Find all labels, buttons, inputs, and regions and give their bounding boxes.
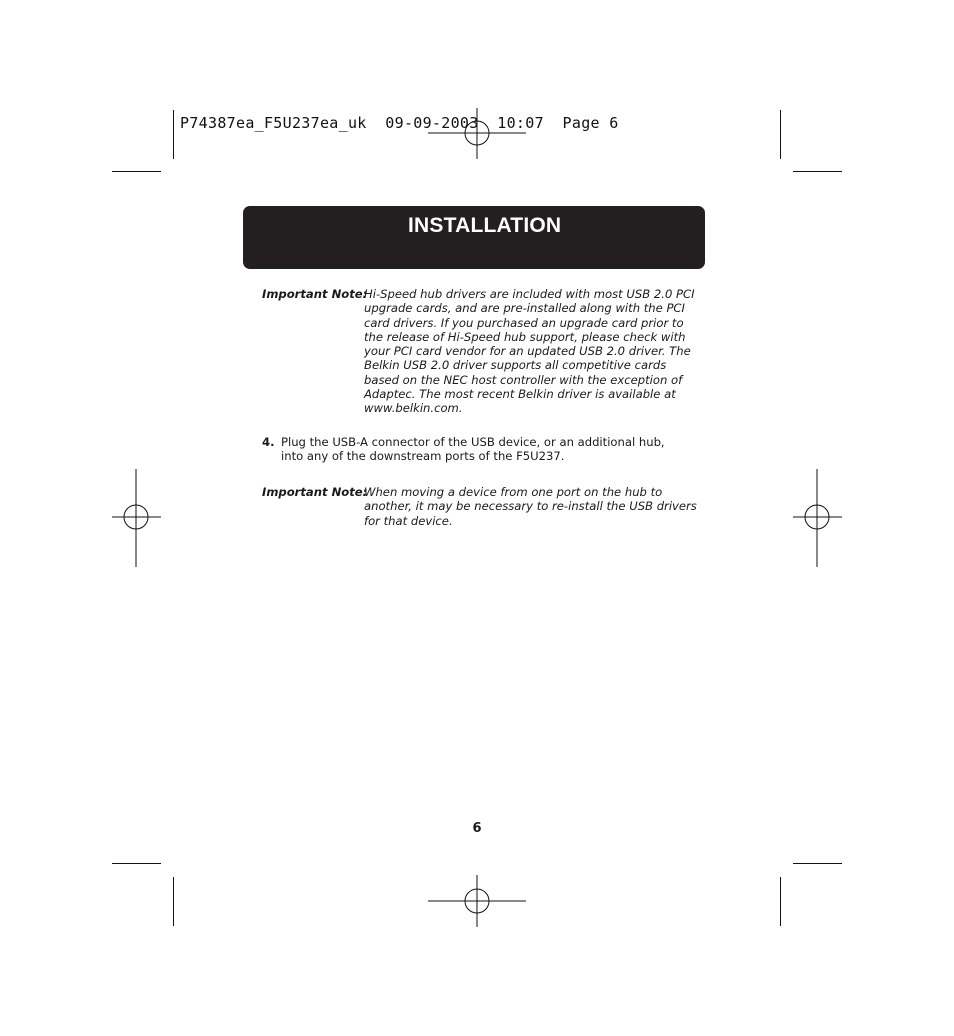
- registration-mark-icon: [427, 874, 527, 928]
- step-text: Plug the USB-A connector of the USB device, or an additional hub, into any of the downstream ports of the F5U237.: [281, 435, 665, 464]
- crop-mark-icon: [173, 877, 174, 926]
- registration-mark-icon: [792, 468, 844, 568]
- registration-mark-icon: [427, 96, 527, 160]
- note-label: Important Note:: [262, 287, 368, 301]
- note-body: Hi-Speed hub drivers are included with most USB 2.0 PCI upgrade cards, and are pre-installed along with the PCI card drivers. If you purchased an upgrade card prior to the release of Hi-Speed hub support, please check with your PCI card vendor for an updated USB 2.0 driver. The Belkin USB 2.0 driver supports all competitive cards based on the NEC host controller with the exception of Adaptec. The most recent Belkin driver is available at www.belkin.com.: [364, 287, 695, 416]
- section-banner: [243, 206, 705, 269]
- crop-mark-icon: [112, 863, 161, 864]
- section-title: INSTALLATION: [408, 214, 562, 237]
- crop-mark-icon: [793, 171, 842, 172]
- crop-mark-icon: [112, 171, 161, 172]
- note-label: Important Note:: [262, 485, 368, 499]
- step-number: 4.: [262, 435, 275, 449]
- page-number: 6: [472, 821, 482, 836]
- printer-slug-line: P74387ea_F5U237ea_uk 09-09-2003 10:07 Page 6: [180, 114, 619, 132]
- crop-mark-icon: [780, 110, 781, 159]
- note-body: When moving a device from one port on the hub to another, it may be necessary to re-install the USB drivers for that device.: [364, 485, 697, 528]
- crop-mark-icon: [173, 110, 174, 159]
- crop-mark-icon: [793, 863, 842, 864]
- registration-mark-icon: [110, 468, 162, 568]
- crop-mark-icon: [780, 877, 781, 926]
